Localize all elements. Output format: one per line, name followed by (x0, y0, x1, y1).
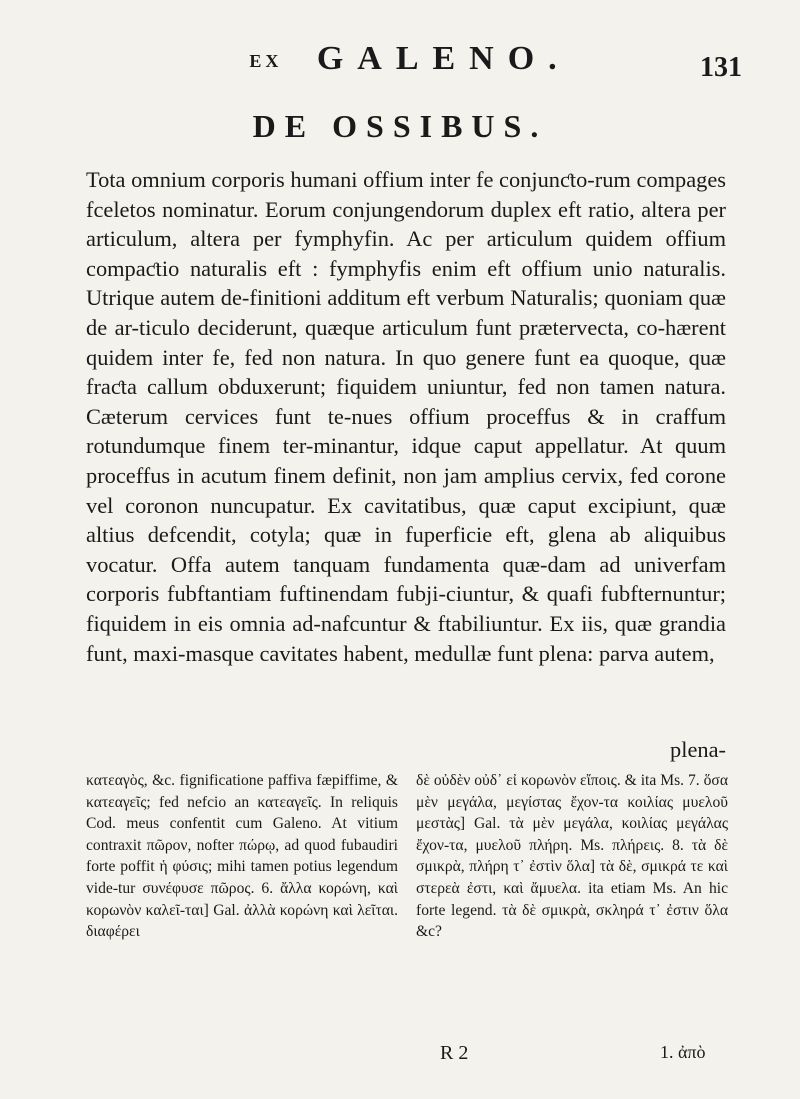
footnote-text-left: κατεαγὸς, &c. fignificatione paffiva fæpiffime, & κατεαγεῖς; fed nefcio an κατεαγεῖς. In reliquis Cod. meus confentit cum Galeno. At vitium contraxit πῶρον, nofter πώρῳ, ad quod fubaudiri forte poffit ἡ φύσις; mihi tamen potius legendum vide-tur συνέφυσε πῶρος. 6. ἄλλα κορώνη, καὶ κορωνὸν καλεῖ-ται] Gal. ἀλλὰ κορώνη καὶ λεῖται. διαφέρει (86, 772, 398, 941)
main-text (86, 165, 726, 668)
foot-catchword: 1. ἀπὸ (660, 1042, 706, 1062)
footnote-text-right: δὲ οὐδὲν οὐδ᾽ εἰ κορωνὸν εἴποις. & ita Ms. 7. ὅσα μὲν μεγάλα, μεγίστας ἔχον-τα κοιλίας μυελοῦ μεστὰς] Gal. τὰ μὲν μεγάλα, κοιλίας μεγάλας ἔχον-τα, μυελοῦ πλήρη. Ms. πλήρεις. 8. τὰ δὲ σμικρὰ, πλήρη τ᾽ ἐστὶν ὅλα] τὰ δὲ, σμικρά τε καὶ στερεὰ ἐστι, καὶ ἄμυελα. ita etiam Ms. An hic forte legend. τὰ δὲ σμικρὰ, σκληρά τ᾽ ἐστιν ὅλα &c? (416, 772, 728, 941)
footnote-column-right (416, 770, 728, 943)
page-number: 131 (700, 52, 742, 83)
running-head (0, 22, 800, 83)
footnote-column-left (86, 770, 398, 943)
catchword: plena- (670, 737, 726, 762)
footnotes (86, 770, 726, 1060)
signature-mark: R 2 (440, 1042, 469, 1064)
running-title (180, 40, 640, 78)
running-title-prefix: EX (249, 50, 283, 71)
running-title-name: GALENO. (316, 40, 571, 77)
chapter-title: DE OSSIBUS. (252, 108, 548, 144)
main-paragraph: Tota omnium corporis humani offium inter fe conjunƈto-rum compages fceletos nominatur. Eorum conjungendorum duplex eft ratio, altera per articulum, altera per fymphyfin. Ac per articulum quidem offium compaƈtio naturalis eft : fymphyfis enim eft offium unio naturalis. Utrique autem de-finitioni additum eft verbum Naturalis; quoniam quæ de ar-ticulo deciderunt, quæque articulum funt prætervecta, co-hærent quidem inter fe, fed non natura. In quo genere funt ea quoque, quæ fraƈta callum obduxerunt; fiquidem uniuntur, fed non tamen natura. Cæterum cervices funt te-nues offium proceffus & in craffum rotundumque finem ter-minantur, idque caput appellatur. At quum proceffus in acutum finem definit, non jam amplius cervix, fed corone vel coronon nuncupatur. Ex cavitatibus, quæ caput excipiunt, quæ altius defcendit, cotyla; quæ in fuperficie eft, glena ab aliquibus vocatur. Offa autem tanquam fundamenta quæ-dam ad univerfam corporis fubftantiam fuftinendam fubji-ciuntur, & quafi fubfternuntur; fiquidem in eis omnia ad-nafcuntur & ftabiliuntur. Ex iis, quæ grandia funt, maxi-masque cavitates habent, medullæ funt plena: parva autem, (86, 167, 726, 666)
